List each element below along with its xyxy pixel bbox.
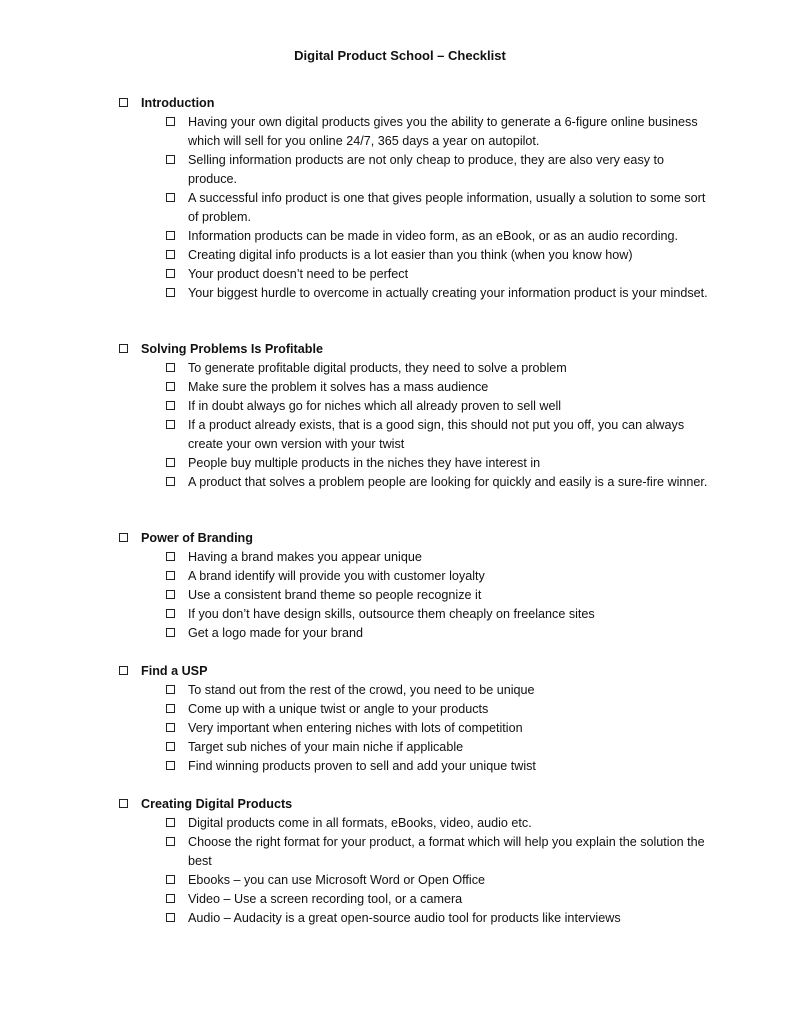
checklist-item-text: If in doubt always go for niches which all already proven to sell well — [188, 399, 562, 413]
checklist-item-text: Information products can be made in video form, as an eBook, or as an audio recording. — [188, 229, 679, 243]
checkbox-icon[interactable] — [166, 590, 175, 599]
checkbox-icon[interactable] — [166, 231, 175, 240]
checklist-item-text: Come up with a unique twist or angle to your products — [188, 702, 489, 716]
checkbox-icon[interactable] — [166, 117, 175, 126]
checklist-item — [0, 890, 708, 909]
checklist-item — [0, 113, 708, 151]
checklist-item-text: Audio – Audacity is a great open-source audio tool for products like interviews — [188, 911, 621, 925]
section-heading-row — [0, 529, 800, 548]
checklist-item-text: If you don’t have design skills, outsource them cheaply on freelance sites — [188, 607, 595, 621]
checklist-item-text: Your product doesn’t need to be perfect — [188, 267, 409, 281]
checkbox-icon[interactable] — [166, 250, 175, 259]
checklist-item-text: Very important when entering niches with lots of competition — [188, 721, 523, 735]
checklist-item — [0, 246, 708, 265]
checklist-item-text: A product that solves a problem people are looking for quickly and easily is a sure-fire winner. — [188, 475, 708, 489]
checklist-section — [0, 340, 800, 492]
checklist-item — [0, 473, 708, 492]
checklist-item-text: To generate profitable digital products, they need to solve a problem — [188, 361, 567, 375]
checklist-item-text: Choose the right format for your product, a format which will help you explain the solution the best — [188, 835, 705, 868]
checklist-section — [0, 795, 800, 928]
checkbox-icon[interactable] — [166, 609, 175, 618]
checkbox-icon[interactable] — [166, 875, 175, 884]
checkbox-icon[interactable] — [166, 628, 175, 637]
checklist-item — [0, 757, 708, 776]
checklist-item — [0, 265, 708, 284]
checklist-item-text: Use a consistent brand theme so people recognize it — [188, 588, 482, 602]
checkbox-icon[interactable] — [166, 269, 175, 278]
checkbox-icon[interactable] — [166, 477, 175, 486]
checkbox-icon[interactable] — [166, 363, 175, 372]
checklist-item — [0, 397, 708, 416]
checklist-item — [0, 586, 708, 605]
checklist-item — [0, 548, 708, 567]
checkbox-icon[interactable] — [166, 723, 175, 732]
checklist-items — [0, 548, 800, 643]
checkbox-icon[interactable] — [166, 894, 175, 903]
checklist-item — [0, 909, 708, 928]
checklist-item-text: If a product already exists, that is a good sign, this should not put you off, you can always create your own version with your twist — [188, 418, 685, 451]
checklist-item-text: To stand out from the rest of the crowd, you need to be unique — [188, 683, 535, 697]
checkbox-icon[interactable] — [166, 420, 175, 429]
checkbox-icon[interactable] — [166, 155, 175, 164]
checklist-item — [0, 227, 708, 246]
checklist-item-text: Video – Use a screen recording tool, or a camera — [188, 892, 463, 906]
checklist-item-text: Creating digital info products is a lot easier than you think (when you know how) — [188, 248, 633, 262]
checklist-item-text: A brand identify will provide you with customer loyalty — [188, 569, 485, 583]
checklist-item — [0, 151, 708, 189]
checklist-item-text: Having your own digital products gives you the ability to generate a 6-figure online business which will sell for you online 24/7, 365 days a year on autopilot. — [188, 115, 698, 148]
checklist-item-text: Ebooks – you can use Microsoft Word or Open Office — [188, 873, 486, 887]
checkbox-icon[interactable] — [166, 761, 175, 770]
checkbox-icon[interactable] — [166, 704, 175, 713]
checklist-item — [0, 681, 708, 700]
section-heading: Power of Branding — [141, 531, 253, 545]
checklist-section — [0, 662, 800, 776]
checkbox-icon[interactable] — [119, 344, 128, 353]
checkbox-icon[interactable] — [119, 666, 128, 675]
checklist-item — [0, 719, 708, 738]
checklist-item — [0, 871, 708, 890]
checklist-item — [0, 378, 708, 397]
checklist-item — [0, 624, 708, 643]
checklist-item — [0, 359, 708, 378]
checkbox-icon[interactable] — [166, 913, 175, 922]
checklist-item-text: People buy multiple products in the niches they have interest in — [188, 456, 541, 470]
section-heading-row — [0, 662, 800, 681]
checklist-item — [0, 416, 708, 454]
checkbox-icon[interactable] — [166, 552, 175, 561]
section-heading: Find a USP — [141, 664, 208, 678]
checklist-item — [0, 833, 708, 871]
checkbox-icon[interactable] — [166, 742, 175, 751]
checklist-item — [0, 700, 708, 719]
checklist-item-text: Digital products come in all formats, eBooks, video, audio etc. — [188, 816, 532, 830]
checkbox-icon[interactable] — [119, 533, 128, 542]
checklist-item-text: Find winning products proven to sell and add your unique twist — [188, 759, 536, 773]
section-heading: Solving Problems Is Profitable — [141, 342, 323, 356]
checklist-items — [0, 681, 800, 776]
checkbox-icon[interactable] — [166, 837, 175, 846]
checklist-item-text: Target sub niches of your main niche if applicable — [188, 740, 464, 754]
checklist-item-text: Having a brand makes you appear unique — [188, 550, 422, 564]
checklist-item — [0, 814, 708, 833]
checkbox-icon[interactable] — [166, 382, 175, 391]
checklist-item — [0, 284, 708, 303]
section-heading-row — [0, 340, 800, 359]
checkbox-icon[interactable] — [166, 571, 175, 580]
checkbox-icon[interactable] — [166, 818, 175, 827]
checklist-items — [0, 359, 800, 492]
checklist-item-text: Your biggest hurdle to overcome in actually creating your information product is your mindset. — [188, 286, 708, 300]
checklist-item — [0, 605, 708, 624]
checklist-section — [0, 94, 800, 303]
checklist-item-text: Get a logo made for your brand — [188, 626, 364, 640]
checkbox-icon[interactable] — [166, 401, 175, 410]
checkbox-icon[interactable] — [119, 98, 128, 107]
checklist-item-text: Selling information products are not only cheap to produce, they are also very easy to produce. — [188, 153, 665, 186]
checklist-item-text: Make sure the problem it solves has a mass audience — [188, 380, 489, 394]
checkbox-icon[interactable] — [166, 193, 175, 202]
checklist-items — [0, 814, 800, 928]
checklist-item — [0, 189, 708, 227]
section-heading: Introduction — [141, 96, 215, 110]
checkbox-icon[interactable] — [166, 685, 175, 694]
checklist-section — [0, 529, 800, 643]
section-heading: Creating Digital Products — [141, 797, 293, 811]
checklist-items — [0, 113, 800, 303]
checkbox-icon[interactable] — [166, 458, 175, 467]
section-heading-row — [0, 795, 800, 814]
checkbox-icon[interactable] — [166, 288, 175, 297]
checklist-item — [0, 567, 708, 586]
checkbox-icon[interactable] — [119, 799, 128, 808]
checklist-item — [0, 738, 708, 757]
document-title: Digital Product School – Checklist — [294, 48, 506, 63]
section-heading-row — [0, 94, 800, 113]
checklist-item-text: A successful info product is one that gives people information, usually a solution to some sort of problem. — [188, 191, 706, 224]
checklist-item — [0, 454, 708, 473]
